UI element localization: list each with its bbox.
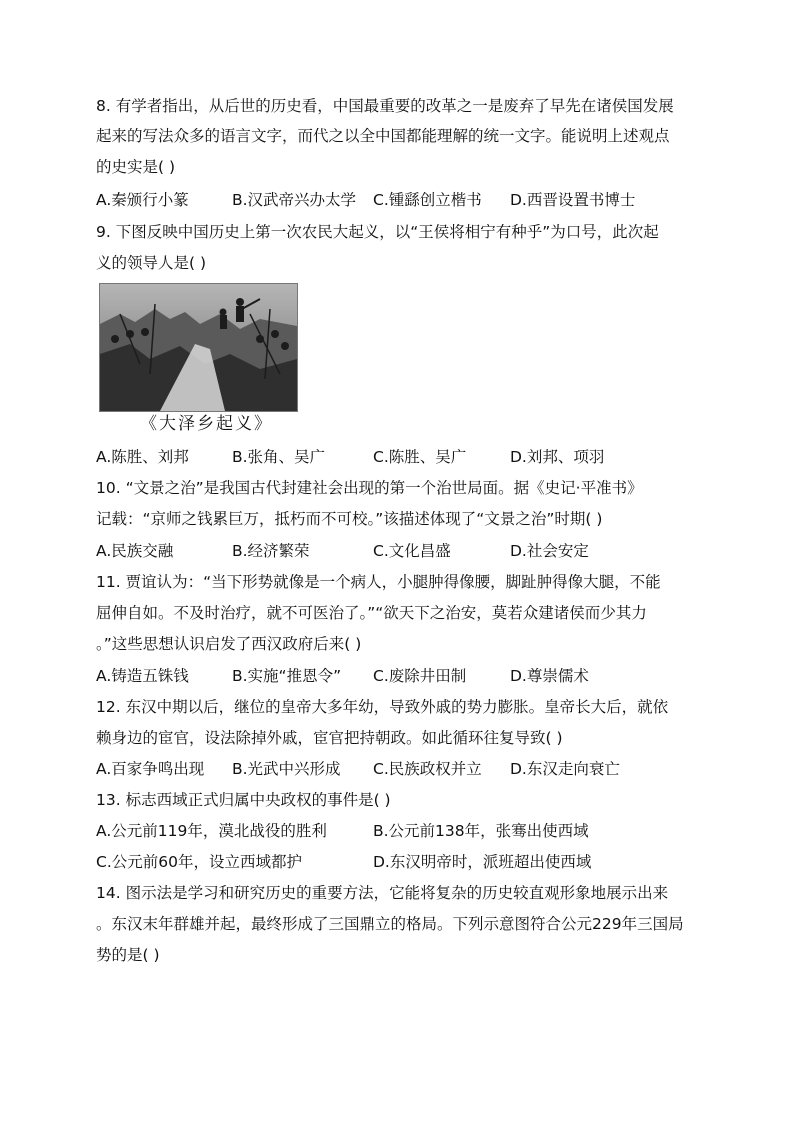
q9-option-b: B.张角、吴广 bbox=[232, 448, 326, 466]
q10-stem-line1: 10. “文景之治”是我国古代封建社会出现的第一个治世局面。据《史记·平准书》 bbox=[96, 479, 643, 497]
q9-option-d: D.刘邦、项羽 bbox=[510, 448, 605, 466]
q11-option-b: B.实施“推恩令” bbox=[232, 667, 342, 685]
q13-option-d: D.东汉明帝时，派班超出使西域 bbox=[373, 853, 592, 871]
q12-option-a: A.百家争鸣出现 bbox=[96, 760, 205, 778]
q11-option-d: D.尊崇儒术 bbox=[510, 667, 589, 685]
q12-option-b: B.光武中兴形成 bbox=[232, 760, 341, 778]
q10-stem-line2: 记载：“京师之钱累巨万，抵朽而不可校。”该描述体现了“文景之治”时期( ) bbox=[96, 510, 603, 528]
q10-option-a: A.民族交融 bbox=[96, 542, 174, 560]
q8-option-d: D.西晋设置书博士 bbox=[510, 191, 636, 209]
q11-stem-line3: 。”这些思想认识启发了西汉政府后来( ) bbox=[96, 635, 362, 653]
q14-stem-line1: 14. 图示法是学习和研究历史的重要方法，它能将复杂的历史较直观形象地展示出来 bbox=[96, 884, 669, 902]
q11-stem-line1: 11. 贾谊认为：“当下形势就像是一个病人，小腿肿得像腰，脚趾肿得像大腿，不能 bbox=[96, 573, 661, 591]
q11-stem-line2: 屈伸自如。不及时治疗，就不可医治了。”“欲天下之治安，莫若众建诸侯而少其力 bbox=[96, 604, 647, 622]
q12-option-c: C.民族政权并立 bbox=[373, 760, 482, 778]
q8-stem-line2: 起来的写法众多的语言文字，而代之以全中国都能理解的统一文字。能说明上述观点 bbox=[96, 127, 670, 145]
q13-option-b: B.公元前138年，张骞出使西域 bbox=[373, 822, 589, 840]
q12-option-d: D.东汉走向衰亡 bbox=[510, 760, 620, 778]
q8-stem-line3: 的史实是( ) bbox=[96, 158, 176, 176]
q12-stem-line2: 赖身边的宦官，设法除掉外戚，宦官把持朝政。如此循环往复导致( ) bbox=[96, 729, 563, 747]
q8-option-c: C.锺繇创立楷书 bbox=[373, 191, 482, 209]
q14-stem-line2: 。东汉末年群雄并起，最终形成了三国鼎立的格局。下列示意图符合公元229年三国局 bbox=[96, 915, 684, 933]
q11-option-c: C.废除井田制 bbox=[373, 667, 467, 685]
q9-option-a: A.陈胜、刘邦 bbox=[96, 448, 189, 466]
q9-option-c: C.陈胜、吴广 bbox=[373, 448, 467, 466]
q8-option-a: A.秦颁行小篆 bbox=[96, 191, 189, 209]
q13-option-a: A.公元前119年，漠北战役的胜利 bbox=[96, 822, 327, 840]
q9-stem-line1: 9. 下图反映中国历史上第一次农民大起义，以“王侯将相宁有种乎”为口号，此次起 bbox=[96, 223, 659, 241]
q8-stem-line1: 8. 有学者指出，从后世的历史看，中国最重要的改革之一是废弃了早先在诸侯国发展 bbox=[96, 97, 674, 115]
q11-option-a: A.铸造五铢钱 bbox=[96, 667, 189, 685]
uprising-illustration bbox=[99, 283, 298, 412]
q10-option-c: C.文化昌盛 bbox=[373, 542, 451, 560]
q8-option-b: B.汉武帝兴办太学 bbox=[232, 191, 357, 209]
q13-option-c: C.公元前60年，设立西域都护 bbox=[96, 853, 302, 871]
q9-stem-line2: 义的领导人是( ) bbox=[96, 254, 207, 272]
q13-stem-line1: 13. 标志西域正式归属中央政权的事件是( ) bbox=[96, 791, 391, 809]
q14-stem-line3: 势的是( ) bbox=[96, 946, 160, 964]
figure-caption: 《大泽乡起义》 bbox=[140, 414, 273, 434]
q12-stem-line1: 12. 东汉中期以后，继位的皇帝大多年幼，导致外戚的势力膨胀。皇帝长大后，就依 bbox=[96, 698, 669, 716]
q10-option-d: D.社会安定 bbox=[510, 542, 589, 560]
q10-option-b: B.经济繁荣 bbox=[232, 542, 310, 560]
